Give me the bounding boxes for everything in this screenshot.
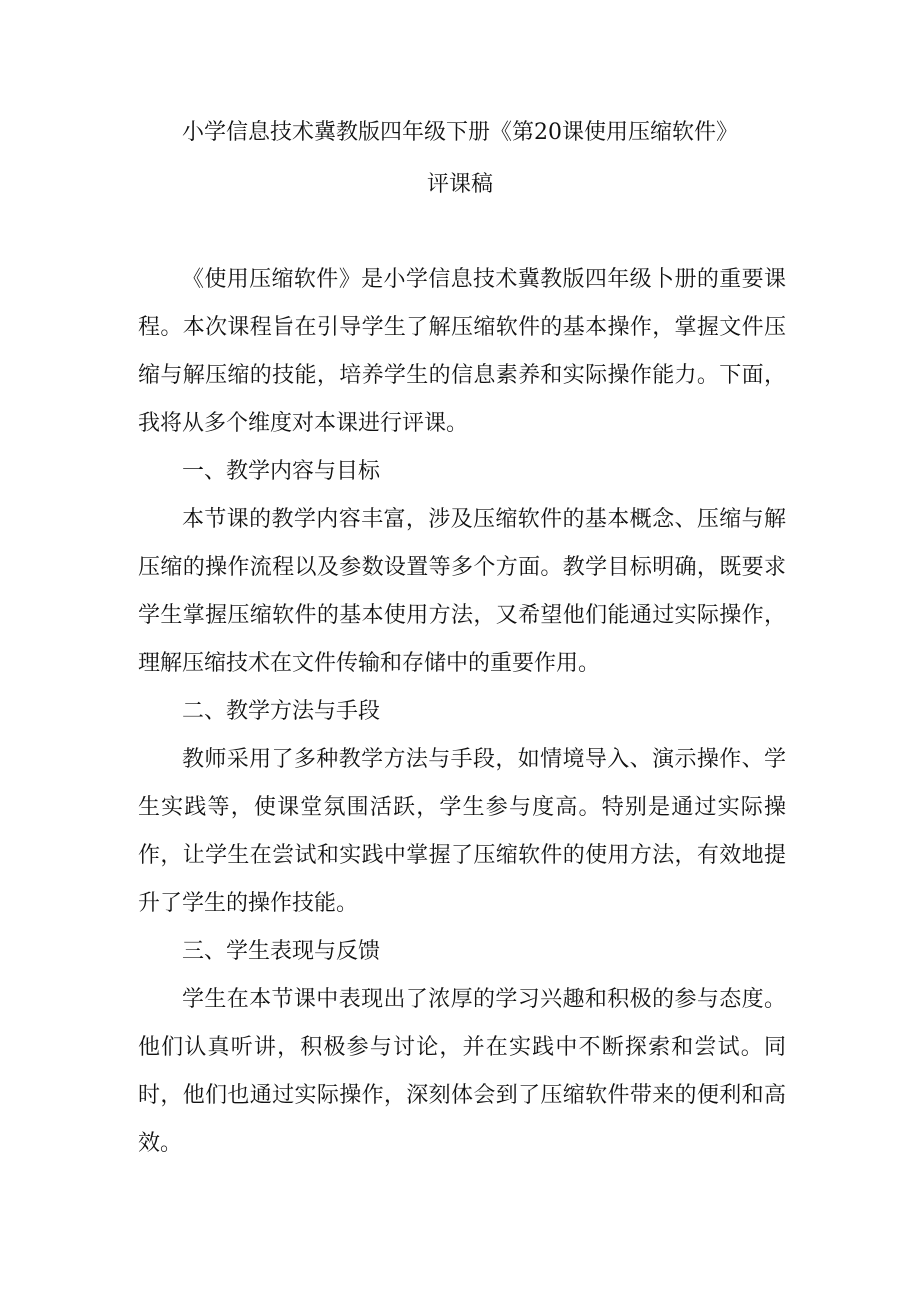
methods-paragraph: 教师采用了多种教学方法与手段，如情境导入、演示操作、学生实践等，使课堂氛围活跃，学生参与度高。特别是通过实际操作，让学生在尝试和实践中掌握了压缩软件的使用方法，有效地提升了学生的操作技能。 — [138, 747, 786, 916]
document-title: 小学信息技术冀教版四年级下册《第20课使用压缩软件》 — [182, 120, 738, 145]
section-heading-content-goals: 一、教学内容与目标 — [182, 459, 381, 484]
section-heading-student-performance: 三、学生表现与反馈 — [182, 939, 381, 964]
section-heading-methods: 二、教学方法与手段 — [182, 699, 381, 724]
document-subtitle: 评课稿 — [426, 172, 493, 197]
content-goals-paragraph: 本节课的教学内容丰富，涉及压缩软件的基本概念、压缩与解压缩的操作流程以及参数设置等多个方面。教学目标明确，既要求学生掌握压缩软件的基本使用方法，又希望他们能通过实际操作，理解压缩技术在文件传输和存储中的重要作用。 — [138, 507, 786, 676]
intro-paragraph: 《使用压缩软件》是小学信息技术冀教版四年级卜册的重要课程。本次课程旨在引导学生了解压缩软件的基本操作，掌握文件压缩与解压缩的技能，培养学生的信息素养和实际操作能力。下面，我将从多个维度对本课进行评课。 — [138, 267, 786, 436]
student-performance-paragraph: 学生在本节课中表现出了浓厚的学习兴趣和积极的参与态度。他们认真听讲，积极参与讨论，并在实践中不断探索和尝试。同时，他们也通过实际操作，深刻体会到了压缩软件带来的便利和高效。 — [138, 987, 786, 1156]
document-body — [138, 256, 786, 1168]
